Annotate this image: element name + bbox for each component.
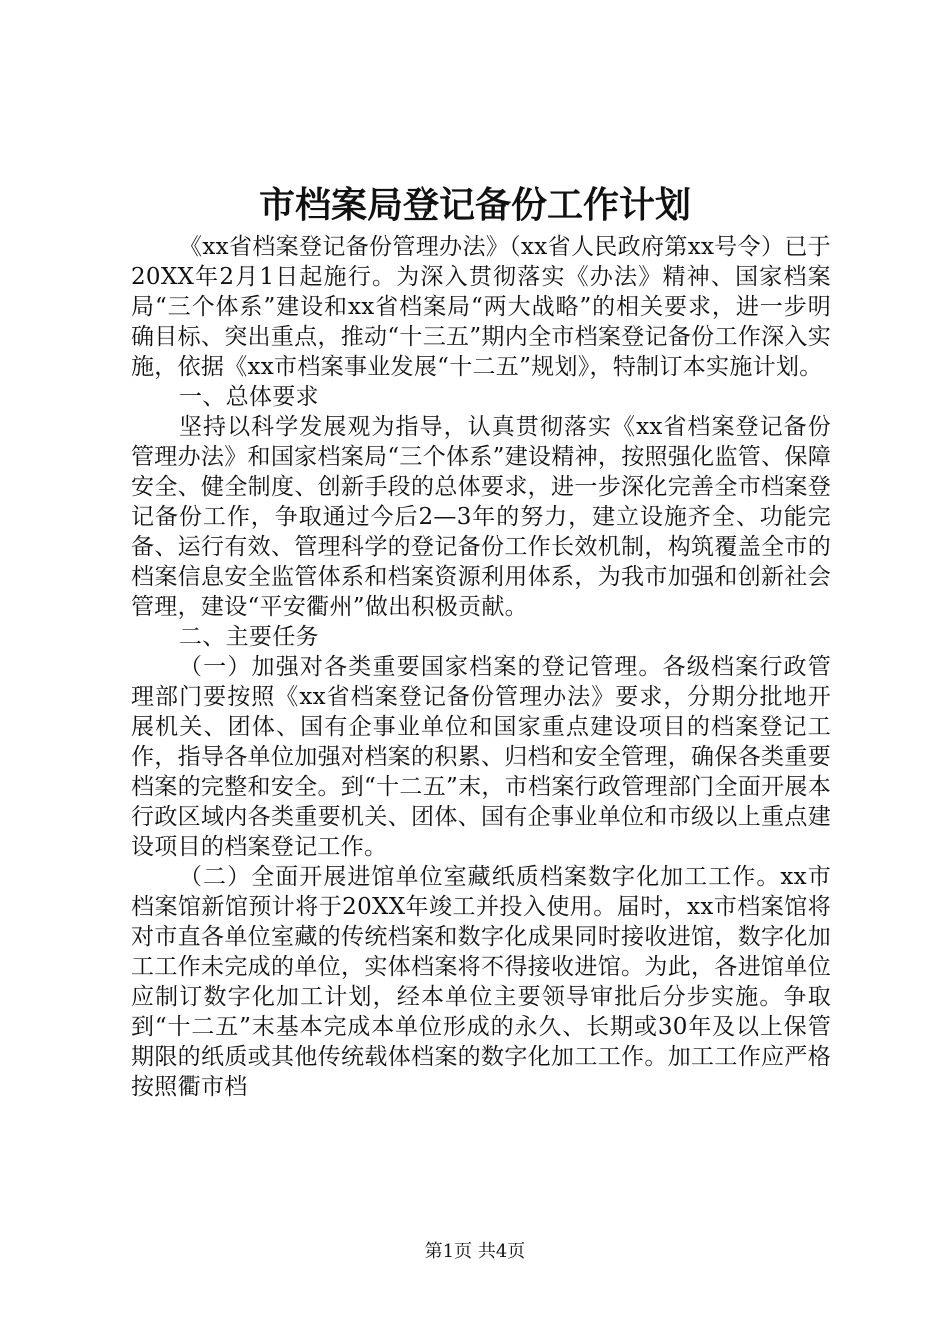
page-number-footer: 第1页 共4页	[424, 1241, 526, 1262]
document-title: 市档案局登记备份工作计划	[258, 184, 691, 226]
section-heading-main-tasks: 二、主要任务	[179, 624, 319, 650]
document-body	[131, 232, 831, 1102]
general-requirements-paragraph: 坚持以科学发展观为指导，认真贯彻落实《xx省档案登记备份管理办法》和国家档案局“三个体系”建设精神，按照强化监管、保障安全、健全制度、创新手段的总体要求，进一步深化完善全市档案登记备份工作，争取通过今后2—3年的努力，建立设施齐全、功能完备、运行有效、管理科学的登记备份工作长效机制，构筑覆盖全市的档案信息安全监管体系和档案资源利用体系，为我市加强和创新社会管理，建设“平安衢州”做出积极贡献。	[131, 414, 831, 620]
task-two-paragraph: （二）全面开展进馆单位室藏纸质档案数字化加工工作。xx市档案馆新馆预计将于20XX年竣工并投入使用。届时，xx市档案馆将对市直各单位室藏的传统档案和数字化成果同时接收进馆，数字化加工工作未完成的单位，实体档案将不得接收进馆。为此，各进馆单位应制订数字化加工计划，经本单位主要领导审批后分步实施。争取到“十二五”末基本完成本单位形成的永久、长期或30年及以上保管期限的纸质或其他传统载体档案的数字化加工工作。加工工作应严格按照衢市档	[131, 864, 831, 1100]
section-heading-general-requirements: 一、总体要求	[179, 384, 319, 410]
intro-paragraph: 《xx省档案登记备份管理办法》（xx省人民政府第xx号令）已于20XX年2月1日起施行。为深入贯彻落实《办法》精神、国家档案局“三个体系”建设和xx省档案局“两大战略”的相关要求，进一步明确目标、突出重点，推动“十三五”期内全市档案登记备份工作深入实施，依据《xx市档案事业发展“十二五”规划》，特制订本实施计划。	[131, 234, 831, 380]
task-one-paragraph: （一）加强对各类重要国家档案的登记管理。各级档案行政管理部门要按照《xx省档案登记备份管理办法》要求，分期分批地开展机关、团体、国有企事业单位和国家重点建设项目的档案登记工作，指导各单位加强对档案的积累、归档和安全管理，确保各类重要档案的完整和安全。到“十二五”末，市档案行政管理部门全面开展本行政区域内各类重要机关、团体、国有企事业单位和市级以上重点建设项目的档案登记工作。	[131, 654, 831, 860]
